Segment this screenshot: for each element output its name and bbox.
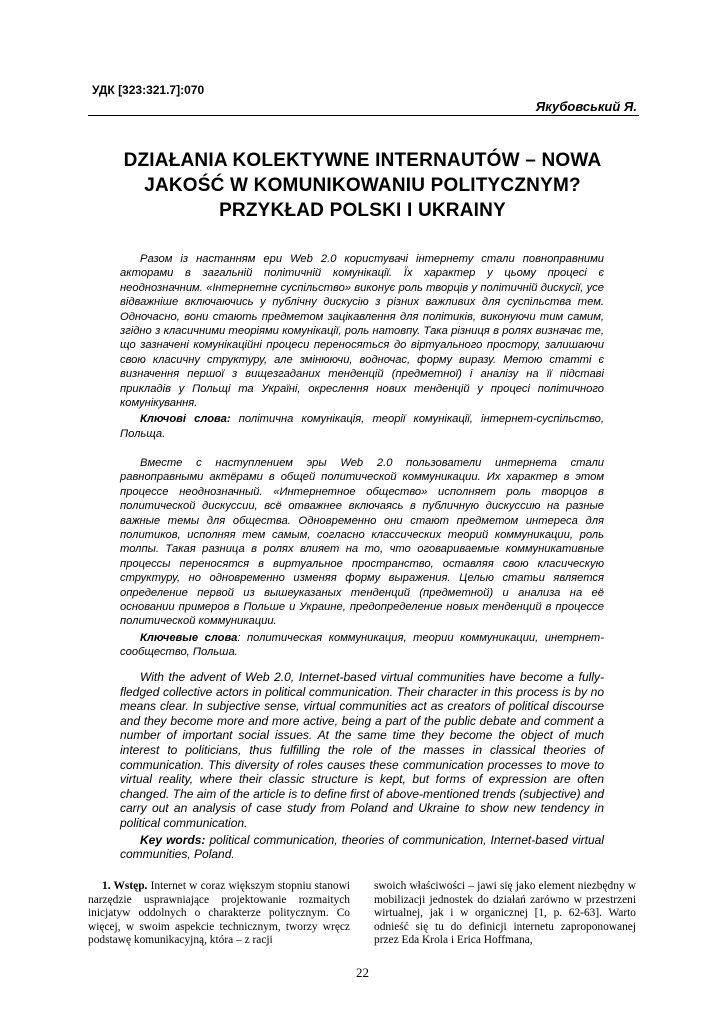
title-line-3: PRZYKŁAD POLSKI I UKRAINY xyxy=(219,200,506,221)
keywords-uk xyxy=(120,412,604,441)
title-line-1: DZIAŁANIA KOLEKTYWNE INTERNAUTÓW – NOWA xyxy=(123,150,602,171)
keywords-en-label: Key words: xyxy=(140,832,206,847)
keywords-en xyxy=(120,833,604,862)
article-title xyxy=(70,148,655,223)
abstract-ukrainian xyxy=(120,252,604,441)
abstract-english xyxy=(120,670,604,862)
title-line-2: JAKOŚĆ W KOMUNIKOWANIU POLITYCZNYM? xyxy=(144,175,581,196)
udk-code: УДК [323:321.7]:070 xyxy=(92,83,205,97)
keywords-ru-label: Ключевые слова xyxy=(140,631,238,644)
abstract-uk-text: Разом із настанням ери Web 2.0 користувачі інтернету стали повноправними акторами в загальній політичній комунікації. Їх характер у цьому процесі є неоднозначним. «Інтернетне суспільство» виконує роль творців у політичній дискусії, усе відважніше включаючись у публічну дискусію з різних важливих для суспільства тем. Одночасно, вони стають предметом зацікавлення для політиків, виконуючи тим самим, згідно з класичними теоріями комунікації, роль натовпу. Така різниця в ролях визначає те, що зазначені комунікаційні процеси переносяться до віртуального простору, залишаючи свою класичну структуру, але змінюючи, водночас, форму виразу. Метою статті є визначення першої з вищезгаданих тенденцій (предметної) і аналізу на її підставі прикладів у Польщі та Україні, окреслення нових тенденцій у процесі політичного комунікування. xyxy=(120,253,604,410)
keywords-uk-label: Ключові слова: xyxy=(140,413,231,426)
intro-text-right: swoich właściwości – jawi się jako element niezbędny w mobilizacji jednostek do działań zarówno w przestrzeni wirtualnej, jak i w organicznej [1, p. 62-63]. Warto odnieść się tu do definicji internetu zaproponowanej przez Eda Krola i Erica Hoffmana, xyxy=(374,880,636,947)
section-heading: 1. Wstęp. xyxy=(102,880,148,892)
abstract-ru-text: Вместе с наступлением эры Web 2.0 пользователи интернета стали равноправными актёрами в общей политической коммуникации. Их характер в этом процессе неоднозначный. «Интернетное общество» исполняет роль творцов в политической дискуссии, всё отважнее включаясь в публичную дискуссию на разные важные темы для общества. Одновременно они стают предметом интереса для политиков, исполняя тем самым, согласно классических теорий коммуникации, роль толпы. Такая разница в ролях влияет на то, что оговариваемые коммуникативные процессы переносятся в виртуальное пространство, оставляя свою класическую структуру, но одновременно изменяя форму выражения. Целью статьи является определение первой из вышеуказаных тенденций (предметной) и анализа на её основании примеров в Польше и Украине, предопределение новых тенденций в процессе политической коммуникации. xyxy=(120,457,604,628)
abstract-russian xyxy=(120,456,604,660)
keywords-en-list: political communication, theories of communication, Internet-based virtual communities, Poland. xyxy=(120,832,604,862)
author-name: Якубовський Я. xyxy=(535,99,637,114)
body-column-left xyxy=(88,880,350,948)
intro-paragraph xyxy=(88,880,350,948)
header-rule xyxy=(88,115,639,116)
keywords-ru xyxy=(120,631,604,660)
keywords-ru-list: : политическая коммуникация, теории коммуникации, инетрнет-сообщество, Польша. xyxy=(120,631,604,659)
page-number: 22 xyxy=(356,965,369,980)
body-column-right xyxy=(374,880,636,948)
keywords-uk-list: політична комунікація, теорії комунікації, інтернет-суспільство, Польща. xyxy=(120,413,605,440)
intro-text-left: Internet w coraz większym stopniu stanowi narzędzie usprawniające projektowanie rozmaitych inicjatyw oddolnych o charakterze politycznym. Co więcej, w swoim aspekcie technicznym, tworzy wręcz podstawę komunikacyjną, która – z racji xyxy=(88,880,350,947)
abstract-en-text: With the advent of Web 2.0, Internet-based virtual communities have become a fully-fledged collective actors in political communication. Their character in this process is by no means clear. In subjective sense, virtual communities act as creators of political discourse and they become more and more active, being a part of the public debate and comment a number of important social issues. At the same time they become the object of much interest to politicians, thus fulfilling the role of the masses in classical theories of communication. This diversity of roles causes these communication processes to move to virtual reality, where their classic structure is kept, but forms of expression are often changed. The aim of the article is to define first of above-mentioned trends (subjective) and carry out an analysis of case study from Poland and Ukraine to show new tendency in political communication. xyxy=(120,670,604,830)
